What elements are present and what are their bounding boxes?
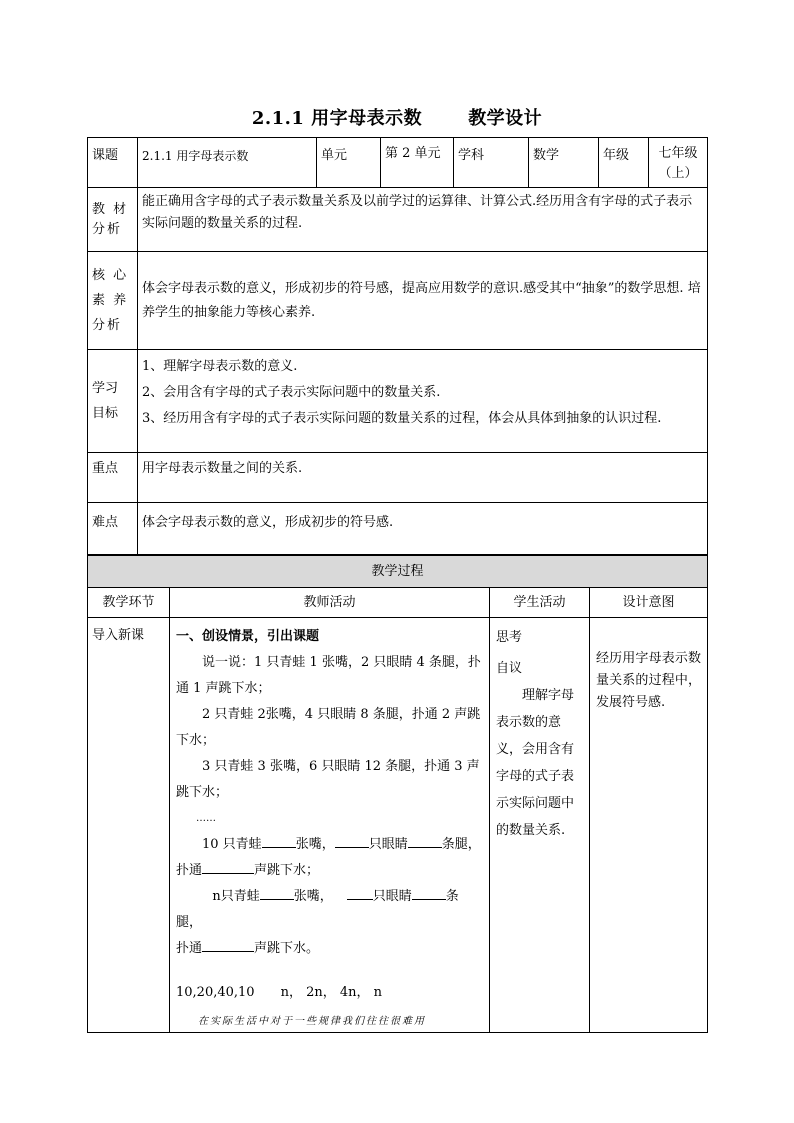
answer-blank[interactable]	[408, 833, 442, 848]
answer-blank[interactable]	[202, 859, 254, 874]
answer-blank[interactable]	[260, 885, 294, 900]
goal-label: 学习 目标	[88, 350, 138, 453]
student-detail: 理解字母表示数的意义，会用含有字母的式子表示实际问题中的数量关系.	[496, 688, 575, 838]
question-10-frogs: 10 只青蛙 张嘴， 只眼睛 条腿，	[176, 832, 483, 858]
purpose-text: 经历用字母表示数量关系的过程中，发展符号感.	[596, 651, 702, 710]
grade-value: 七年级（上）	[649, 138, 708, 188]
topic-label: 课题	[88, 138, 138, 188]
teacher-line: 3 只青蛙 3 张嘴，6 只眼睛 12 条腿，扑通 3 声跳下水；	[176, 759, 480, 800]
unit-label: 单元	[317, 138, 381, 188]
page-title	[0, 104, 794, 130]
question-n-frogs: n只青蛙 张嘴， 只眼睛 条腿，	[176, 884, 483, 936]
material-text: 能正确用含字母的式子表示数量关系及以前学过的运算律、计算公式.经历用含有字母的式子表示实际问题的数量关系的过程.	[138, 188, 708, 252]
key-text: 用字母表示数量之间的关系.	[138, 453, 708, 503]
teacher-line: 2 只青蛙 2张嘴，4 只眼睛 8 条腿，扑通 2 声跳下水；	[176, 707, 481, 748]
material-label: 教 材 分析	[88, 188, 138, 252]
topic-value: 2.1.1 用字母表示数	[138, 138, 317, 188]
answer-blank[interactable]	[347, 885, 373, 900]
key-label: 重点	[88, 453, 138, 503]
difficult-text: 体会字母表示数的意义，形成初步的符号感.	[138, 503, 708, 555]
answer-blank[interactable]	[262, 833, 296, 848]
student-activity	[490, 618, 590, 1033]
goal-item: 1、理解字母表示数的意义.	[142, 359, 298, 374]
teacher-line: 说一说：1 只青蛙 1 张嘴，2 只眼睛 4 条腿，扑通 1 声跳下水；	[176, 655, 481, 696]
header-teacher: 教师活动	[170, 588, 490, 618]
goals-cell	[138, 350, 708, 453]
title-main: 2.1.1 用字母表示数	[251, 108, 423, 129]
answer-blank[interactable]	[202, 937, 254, 952]
answers-line: 10,20,40,10 n， 2n， 4n， n	[176, 985, 382, 1000]
goal-item: 3、经历用含有字母的式子表示实际问题的数量关系的过程，体会从具体到抽象的认识过程.	[142, 411, 662, 426]
header-purpose: 设计意图	[590, 588, 708, 618]
teacher-heading: 一、创设情景，引出课题	[176, 629, 320, 644]
question-10-frogs-cont: 扑通 声跳下水；	[176, 858, 483, 884]
unit-value: 第 2 单元	[381, 138, 454, 188]
teacher-truncated-line: 在实际生活中对于一些规律我们往往很难用	[198, 1016, 426, 1027]
question-n-frogs-cont: 扑通 声跳下水。	[176, 936, 483, 962]
answer-blank[interactable]	[412, 885, 446, 900]
title-sub: 教学设计	[468, 108, 543, 129]
core-label: 核 心 素 养 分析	[88, 252, 138, 350]
process-section-title: 教学过程	[88, 556, 708, 588]
stage-cell: 导入新课	[88, 618, 170, 1033]
process-table	[87, 555, 708, 1033]
grade-label: 年级	[599, 138, 649, 188]
subject-value: 数学	[529, 138, 599, 188]
student-discuss: 自议	[496, 661, 523, 676]
teacher-dots: ……	[196, 813, 216, 824]
difficult-label: 难点	[88, 503, 138, 555]
answer-blank[interactable]	[335, 833, 369, 848]
header-student: 学生活动	[490, 588, 590, 618]
goal-item: 2、会用含有字母的式子表示实际问题中的数量关系.	[142, 385, 441, 400]
student-think: 思考	[496, 630, 523, 645]
teacher-activity	[170, 618, 490, 1033]
core-text: 体会字母表示数的意义，形成初步的符号感，提高应用数学的意识.感受其中“抽象”的数学思想. 培养学生的抽象能力等核心素养.	[138, 252, 708, 350]
design-purpose	[590, 618, 708, 1033]
subject-label: 学科	[454, 138, 529, 188]
header-stage: 教学环节	[88, 588, 170, 618]
info-table	[87, 137, 708, 555]
